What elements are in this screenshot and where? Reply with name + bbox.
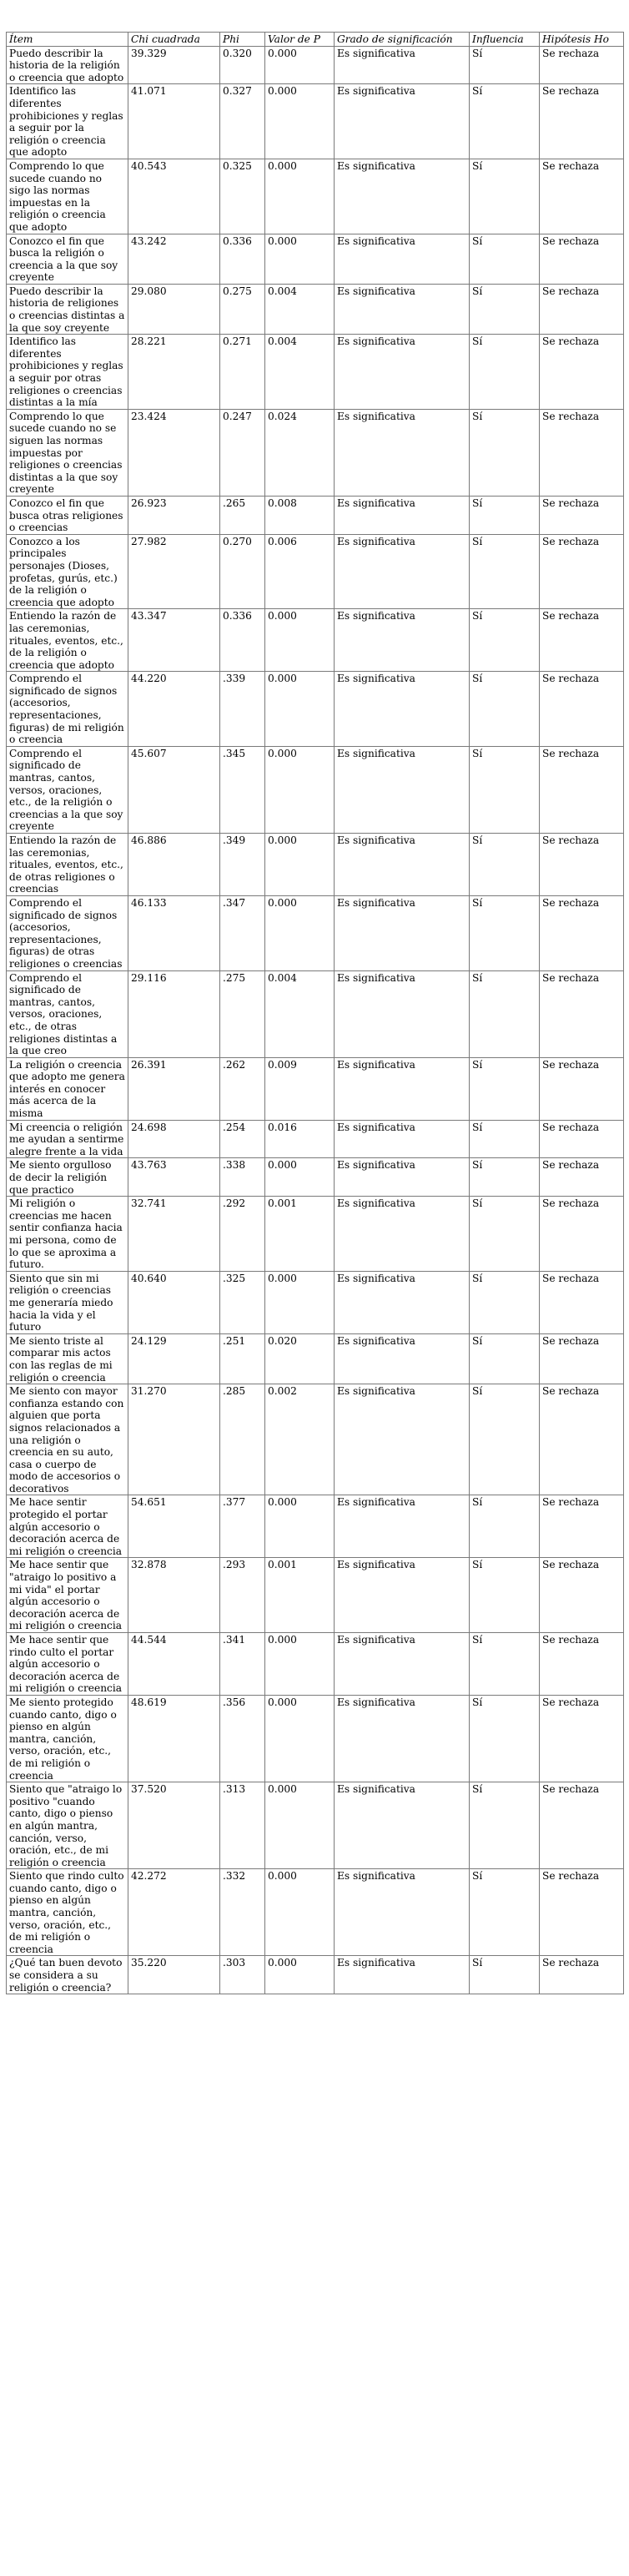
hypothesis-cell: Se rechaza [540,1869,624,1956]
phi-cell: .251 [220,1333,265,1384]
chi-square-cell: 28.221 [128,335,220,410]
phi-cell: 0.336 [220,609,265,672]
phi-cell: .332 [220,1869,265,1956]
chi-square-cell: 29.080 [128,284,220,334]
phi-cell: .356 [220,1695,265,1782]
item-cell: Me siento protegido cuando canto, digo o pienso en algún mantra, canción, verso, oración, etc., de mi religión o creencia [7,1695,128,1782]
results-table-container [6,32,623,1994]
item-cell: Identifico las diferentes prohibiciones y reglas a seguir por la religión o creencia que adopto [7,84,128,159]
p-value-cell: 0.024 [265,409,335,496]
significance-cell: Es significativa [335,496,470,534]
hypothesis-cell: Se rechaza [540,496,624,534]
significance-cell: Es significativa [335,834,470,896]
chi-square-cell: 32.741 [128,1197,220,1272]
phi-cell: .339 [220,672,265,747]
item-cell: Conozco el fin que busca la religión o creencia a la que soy creyente [7,234,128,284]
p-value-cell: 0.002 [265,1384,335,1495]
item-cell: Siento que "atraigo lo positivo "cuando canto, digo o pienso en algún mantra, canción, verso, oración, etc., de mi religión o creencia [7,1782,128,1869]
chi-square-cell: 46.133 [128,895,220,970]
hypothesis-cell: Se rechaza [540,534,624,609]
phi-cell: 0.336 [220,234,265,284]
item-cell: Conozco el fin que busca otras religiones o creencias [7,496,128,534]
significance-cell: Es significativa [335,159,470,234]
influence-cell: Sí [470,1120,540,1158]
table-row [7,1495,624,1558]
chi-square-cell: 54.651 [128,1495,220,1558]
phi-cell: .338 [220,1158,265,1197]
p-value-cell: 0.006 [265,534,335,609]
chi-square-cell: 40.640 [128,1271,220,1333]
phi-cell: 0.320 [220,46,265,84]
table-row [7,1633,624,1696]
hypothesis-cell: Se rechaza [540,746,624,833]
hypothesis-cell: Se rechaza [540,335,624,410]
influence-cell: Sí [470,746,540,833]
significance-cell: Es significativa [335,895,470,970]
chi-square-cell: 43.763 [128,1158,220,1197]
phi-cell: 0.327 [220,84,265,159]
header-item: Ítem [7,33,128,47]
item-cell: Identifico las diferentes prohibiciones y reglas a seguir por otras religiones o creencias distintas a la mía [7,335,128,410]
item-cell: La religión o creencia que adopto me genera interés en conocer más acerca de la misma [7,1057,128,1120]
item-cell: Comprendo el significado de signos (accesorios, representaciones, figuras) de mi religión o creencia [7,672,128,747]
hypothesis-cell: Se rechaza [540,1782,624,1869]
p-value-cell: 0.000 [265,1695,335,1782]
influence-cell: Sí [470,1197,540,1272]
influence-cell: Sí [470,609,540,672]
item-cell: Comprendo lo que sucede cuando no se siguen las normas impuestas por religiones o creencias distintas a la que soy creyente [7,409,128,496]
influence-cell: Sí [470,46,540,84]
p-value-cell: 0.000 [265,1956,335,1994]
phi-cell: 0.247 [220,409,265,496]
influence-cell: Sí [470,1633,540,1696]
item-cell: Mi religión o creencias me hacen sentir confianza hacia mi persona, como de lo que se aproxima a futuro. [7,1197,128,1272]
chi-square-cell: 26.391 [128,1057,220,1120]
item-cell: Me siento orgulloso de decir la religión que practico [7,1158,128,1197]
significance-cell: Es significativa [335,1197,470,1272]
table-row [7,1695,624,1782]
phi-cell: 0.325 [220,159,265,234]
table-body [7,46,624,1994]
chi-square-cell: 41.071 [128,84,220,159]
p-value-cell: 0.004 [265,335,335,410]
significance-cell: Es significativa [335,1695,470,1782]
table-row [7,609,624,672]
influence-cell: Sí [470,1057,540,1120]
chi-square-cell: 43.242 [128,234,220,284]
hypothesis-cell: Se rechaza [540,1558,624,1633]
phi-cell: .293 [220,1558,265,1633]
table-row [7,1782,624,1869]
hypothesis-cell: Se rechaza [540,1695,624,1782]
chi-square-cell: 24.698 [128,1120,220,1158]
table-row [7,1384,624,1495]
p-value-cell: 0.009 [265,1057,335,1120]
p-value-cell: 0.016 [265,1120,335,1158]
influence-cell: Sí [470,1384,540,1495]
significance-cell: Es significativa [335,1271,470,1333]
chi-square-cell: 35.220 [128,1956,220,1994]
item-cell: Me hace sentir que rindo culto el portar algún accesorio o decoración acerca de mi religión o creencia [7,1633,128,1696]
item-cell: Comprendo el significado de mantras, cantos, versos, oraciones, etc., de la religión o creencias a la que soy creyente [7,746,128,833]
header-hypothesis: Hipótesis Ho [540,33,624,47]
influence-cell: Sí [470,1695,540,1782]
table-row [7,46,624,84]
p-value-cell: 0.000 [265,672,335,747]
table-row [7,1956,624,1994]
influence-cell: Sí [470,1869,540,1956]
p-value-cell: 0.001 [265,1197,335,1272]
chi-square-cell: 32.878 [128,1558,220,1633]
influence-cell: Sí [470,1495,540,1558]
phi-cell: 0.270 [220,534,265,609]
significance-cell: Es significativa [335,234,470,284]
hypothesis-cell: Se rechaza [540,1120,624,1158]
phi-cell: .303 [220,1956,265,1994]
item-cell: ¿Qué tan buen devoto se considera a su religión o creencia? [7,1956,128,1994]
item-cell: Entiendo la razón de las ceremonias, rituales, eventos, etc., de la religión o creencia que adopto [7,609,128,672]
p-value-cell: 0.000 [265,1633,335,1696]
significance-cell: Es significativa [335,1558,470,1633]
item-cell: Comprendo lo que sucede cuando no sigo las normas impuestas en la religión o creencia que adopto [7,159,128,234]
significance-cell: Es significativa [335,284,470,334]
phi-cell: .285 [220,1384,265,1495]
p-value-cell: 0.000 [265,1782,335,1869]
p-value-cell: 0.000 [265,1158,335,1197]
influence-cell: Sí [470,1558,540,1633]
item-cell: Comprendo el significado de mantras, cantos, versos, oraciones, etc., de otras religiones distintas a la que creo [7,970,128,1057]
table-row [7,84,624,159]
table-row [7,496,624,534]
influence-cell: Sí [470,1956,540,1994]
influence-cell: Sí [470,284,540,334]
phi-cell: .377 [220,1495,265,1558]
p-value-cell: 0.004 [265,284,335,334]
p-value-cell: 0.008 [265,496,335,534]
influence-cell: Sí [470,1333,540,1384]
significance-cell: Es significativa [335,1120,470,1158]
hypothesis-cell: Se rechaza [540,1956,624,1994]
significance-cell: Es significativa [335,1633,470,1696]
table-row [7,159,624,234]
table-row [7,335,624,410]
chi-square-cell: 44.220 [128,672,220,747]
influence-cell: Sí [470,335,540,410]
influence-cell: Sí [470,496,540,534]
p-value-cell: 0.000 [265,834,335,896]
phi-cell: .254 [220,1120,265,1158]
item-cell: Siento que rindo culto cuando canto, digo o pienso en algún mantra, canción, verso, oración, etc., de mi religión o creencia [7,1869,128,1956]
chi-square-cell: 31.270 [128,1384,220,1495]
hypothesis-cell: Se rechaza [540,1495,624,1558]
hypothesis-cell: Se rechaza [540,1633,624,1696]
item-cell: Me hace sentir protegido el portar algún accesorio o decoración acerca de mi religión o creencia [7,1495,128,1558]
significance-cell: Es significativa [335,409,470,496]
chi-square-cell: 46.886 [128,834,220,896]
header-chi-square: Chi cuadrada [128,33,220,47]
significance-cell: Es significativa [335,609,470,672]
p-value-cell: 0.000 [265,895,335,970]
p-value-cell: 0.000 [265,46,335,84]
chi-square-cell: 39.329 [128,46,220,84]
chi-square-cell: 43.347 [128,609,220,672]
hypothesis-cell: Se rechaza [540,1197,624,1272]
significance-cell: Es significativa [335,1956,470,1994]
item-cell: Me hace sentir que "atraigo lo positivo a mi vida" el portar algún accesorio o decoración acerca de mi religión o creencia [7,1558,128,1633]
hypothesis-cell: Se rechaza [540,1384,624,1495]
hypothesis-cell: Se rechaza [540,609,624,672]
table-row [7,746,624,833]
item-cell: Me siento triste al comparar mis actos con las reglas de mi religión o creencia [7,1333,128,1384]
phi-cell: .265 [220,496,265,534]
phi-cell: .325 [220,1271,265,1333]
p-value-cell: 0.000 [265,159,335,234]
p-value-cell: 0.000 [265,234,335,284]
header-significance: Grado de significación [335,33,470,47]
hypothesis-cell: Se rechaza [540,159,624,234]
table-row [7,1271,624,1333]
p-value-cell: 0.020 [265,1333,335,1384]
hypothesis-cell: Se rechaza [540,46,624,84]
p-value-cell: 0.000 [265,1495,335,1558]
phi-cell: 0.271 [220,335,265,410]
significance-cell: Es significativa [335,672,470,747]
influence-cell: Sí [470,895,540,970]
table-row [7,1120,624,1158]
phi-cell: .347 [220,895,265,970]
influence-cell: Sí [470,409,540,496]
p-value-cell: 0.000 [265,1271,335,1333]
phi-cell: 0.275 [220,284,265,334]
significance-cell: Es significativa [335,84,470,159]
phi-cell: .313 [220,1782,265,1869]
significance-cell: Es significativa [335,970,470,1057]
significance-cell: Es significativa [335,1869,470,1956]
chi-square-cell: 26.923 [128,496,220,534]
header-row [7,33,624,47]
item-cell: Mi creencia o religión me ayudan a sentirme alegre frente a la vida [7,1120,128,1158]
chi-square-cell: 45.607 [128,746,220,833]
table-row [7,409,624,496]
chi-square-cell: 29.116 [128,970,220,1057]
chi-square-cell: 27.982 [128,534,220,609]
p-value-cell: 0.000 [265,84,335,159]
table-row [7,534,624,609]
item-cell: Comprendo el significado de signos (accesorios, representaciones, figuras) de otras religiones o creencias [7,895,128,970]
influence-cell: Sí [470,970,540,1057]
significance-cell: Es significativa [335,1158,470,1197]
header-phi: Phi [220,33,265,47]
table-row [7,1558,624,1633]
influence-cell: Sí [470,1158,540,1197]
p-value-cell: 0.004 [265,970,335,1057]
chi-square-cell: 24.129 [128,1333,220,1384]
table-row [7,895,624,970]
p-value-cell: 0.001 [265,1558,335,1633]
significance-cell: Es significativa [335,746,470,833]
header-influence: Influencia [470,33,540,47]
significance-cell: Es significativa [335,1782,470,1869]
influence-cell: Sí [470,672,540,747]
table-row [7,1333,624,1384]
table-row [7,284,624,334]
phi-cell: .341 [220,1633,265,1696]
hypothesis-cell: Se rechaza [540,970,624,1057]
significance-cell: Es significativa [335,534,470,609]
influence-cell: Sí [470,234,540,284]
hypothesis-cell: Se rechaza [540,409,624,496]
chi-square-cell: 44.544 [128,1633,220,1696]
item-cell: Puedo describir la historia de la religión o creencia que adopto [7,46,128,84]
phi-cell: .292 [220,1197,265,1272]
item-cell: Puedo describir la historia de religiones o creencias distintas a la que soy creyente [7,284,128,334]
influence-cell: Sí [470,1271,540,1333]
table-row [7,1057,624,1120]
influence-cell: Sí [470,534,540,609]
chi-square-cell: 40.543 [128,159,220,234]
significance-cell: Es significativa [335,46,470,84]
table-row [7,672,624,747]
hypothesis-cell: Se rechaza [540,284,624,334]
item-cell: Entiendo la razón de las ceremonias, rituales, eventos, etc., de otras religiones o creencias [7,834,128,896]
hypothesis-cell: Se rechaza [540,1333,624,1384]
hypothesis-cell: Se rechaza [540,1158,624,1197]
significance-cell: Es significativa [335,1333,470,1384]
hypothesis-cell: Se rechaza [540,1271,624,1333]
chi-square-results-table [6,32,624,1994]
chi-square-cell: 48.619 [128,1695,220,1782]
header-p-value: Valor de P [265,33,335,47]
table-row [7,1158,624,1197]
item-cell: Siento que sin mi religión o creencias me generaría miedo hacia la vida y el futuro [7,1271,128,1333]
phi-cell: .262 [220,1057,265,1120]
phi-cell: .349 [220,834,265,896]
chi-square-cell: 42.272 [128,1869,220,1956]
chi-square-cell: 23.424 [128,409,220,496]
p-value-cell: 0.000 [265,609,335,672]
hypothesis-cell: Se rechaza [540,895,624,970]
influence-cell: Sí [470,1782,540,1869]
table-row [7,1869,624,1956]
significance-cell: Es significativa [335,1495,470,1558]
table-row [7,834,624,896]
item-cell: Me siento con mayor confianza estando con alguien que porta signos relacionados a una religión o creencia en su auto, casa o cuerpo de modo de accesorios o decorativos [7,1384,128,1495]
hypothesis-cell: Se rechaza [540,834,624,896]
hypothesis-cell: Se rechaza [540,1057,624,1120]
item-cell: Conozco a los principales personajes (Dioses, profetas, gurús, etc.) de la religión o creencia que adopto [7,534,128,609]
table-row [7,970,624,1057]
p-value-cell: 0.000 [265,1869,335,1956]
phi-cell: .275 [220,970,265,1057]
significance-cell: Es significativa [335,335,470,410]
p-value-cell: 0.000 [265,746,335,833]
phi-cell: .345 [220,746,265,833]
hypothesis-cell: Se rechaza [540,672,624,747]
influence-cell: Sí [470,84,540,159]
significance-cell: Es significativa [335,1384,470,1495]
hypothesis-cell: Se rechaza [540,234,624,284]
influence-cell: Sí [470,159,540,234]
influence-cell: Sí [470,834,540,896]
chi-square-cell: 37.520 [128,1782,220,1869]
table-row [7,234,624,284]
significance-cell: Es significativa [335,1057,470,1120]
hypothesis-cell: Se rechaza [540,84,624,159]
table-row [7,1197,624,1272]
